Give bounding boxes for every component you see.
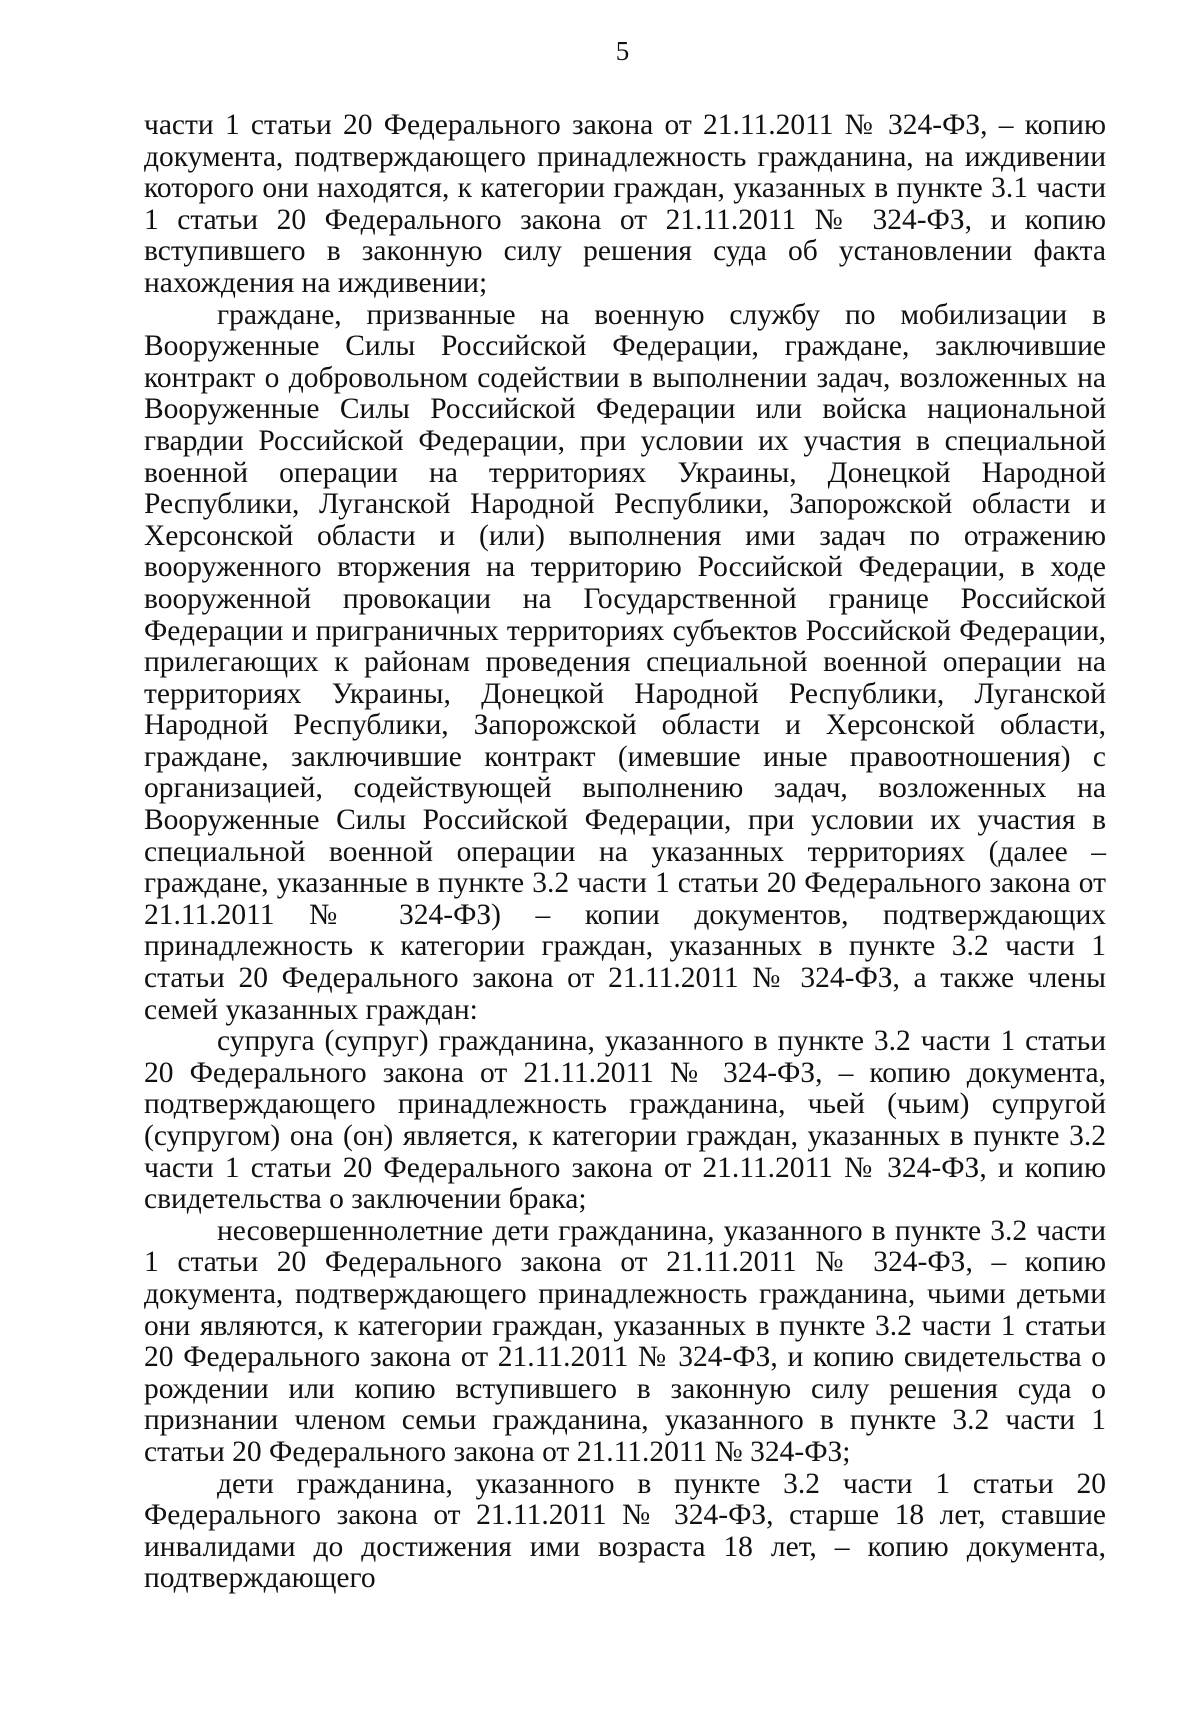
- paragraph-minor-children: несовершеннолетние дети гражданина, указанного в пункте 3.2 части 1 статьи 20 Федерального закона от 21.11.2011 № 324-ФЗ, – копию документа, подтверждающего принадлежность гражданина, чьими детьми они являются, к категории граждан, указанных в пункте 3.2 части 1 статьи 20 Федерального закона от 21.11.2011 № 324-ФЗ, и копию свидетельства о рождении или копию вступившего в законную силу решения суда о признании членом семьи гражданина, указанного в пункте 3.2 части 1 статьи 20 Федерального закона от 21.11.2011 № 324-ФЗ;: [144, 1214, 1106, 1468]
- document-body: [144, 110, 1106, 1595]
- paragraph-adult-disabled-children: дети гражданина, указанного в пункте 3.2 части 1 статьи 20 Федерального закона от 21.11.2011 № 324-ФЗ, старше 18 лет, ставшие инвалидами до достижения ими возраста 18 лет, – копию документа, подтверждающего: [144, 1467, 1106, 1595]
- page-number: 5: [615, 36, 630, 66]
- paragraph-mobilized-citizens: граждане, призванные на военную службу по мобилизации в Вооруженные Силы Российской Федерации, граждане, заключившие контракт о добровольном содействии в выполнении задач, возложенных на Вооруженные Силы Российской Федерации или войска национальной гвардии Российской Федерации, при условии их участия в специальной военной операции на территориях Украины, Донецкой Народной Республики, Луганской Народной Республики, Запорожской области и Херсонской области и (или) выполнения ими задач по отражению вооруженного вторжения на территорию Российской Федерации, в ходе вооруженной провокации на Государственной границе Российской Федерации и приграничных территориях субъектов Российской Федерации, прилегающих к районам проведения специальной военной операции на территориях Украины, Донецкой Народной Республики, Луганской Народной Республики, Запорожской области и Херсонской области, граждане, заключившие контракт (имевшие иные правоотношения) с организацией, содействующей выполнению задач, возложенных на Вооруженные Силы Российской Федерации, при условии их участия в специальной военной операции на указанных территориях (далее – граждане, указанные в пункте 3.2 части 1 статьи 20 Федерального закона от 21.11.2011 № 324-ФЗ) – копии документов, подтверждающих принадлежность к категории граждан, указанных в пункте 3.2 части 1 статьи 20 Федерального закона от 21.11.2011 № 324-ФЗ, а также члены семей указанных граждан:: [144, 298, 1106, 1026]
- paragraph-continuation: части 1 статьи 20 Федерального закона от 21.11.2011 № 324-ФЗ, – копию документа, подтверждающего принадлежность гражданина, на иждивении которого они находятся, к категории граждан, указанных в пункте 3.1 части 1 статьи 20 Федерального закона от 21.11.2011 № 324-ФЗ, и копию вступившего в законную силу решения суда об установлении факта нахождения на иждивении;: [144, 109, 1106, 299]
- paragraph-spouse: супруга (супруг) гражданина, указанного в пункте 3.2 части 1 статьи 20 Федерального закона от 21.11.2011 № 324-ФЗ, – копию документа, подтверждающего принадлежность гражданина, чьей (чьим) супругой (супругом) она (он) является, к категории граждан, указанных в пункте 3.2 части 1 статьи 20 Федерального закона от 21.11.2011 № 324-ФЗ, и копию свидетельства о заключении брака;: [144, 1025, 1106, 1216]
